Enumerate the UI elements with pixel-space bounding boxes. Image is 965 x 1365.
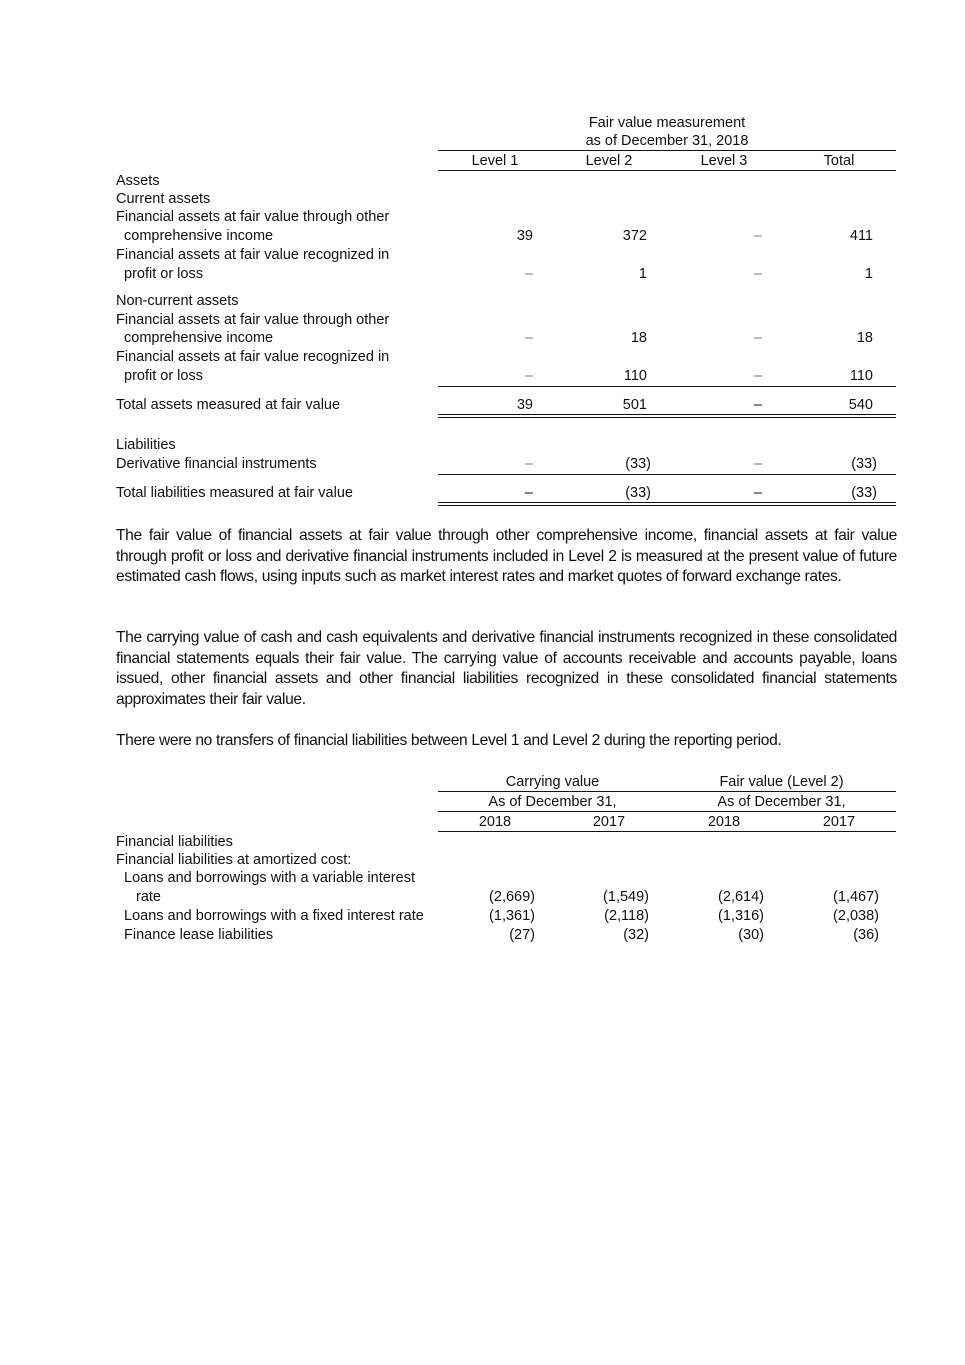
table-cell: (30)	[738, 927, 764, 943]
table-cell: –	[524, 485, 533, 501]
row-label: rate	[136, 889, 161, 905]
table-cell: 1	[638, 266, 647, 282]
paragraph-transfers: There were no transfers of financial liabilities between Level 1 and Level 2 during the reporting period.	[116, 732, 782, 749]
row-label-total-assets: Total assets measured at fair value	[116, 397, 341, 413]
table-cell: –	[753, 330, 762, 346]
paragraph-fair-value-method: The fair value of financial assets at fair value through other comprehensive income, financial assets at fair value through profit or loss and derivative financial instruments included in Level 2 is measured at the present value of future estimated cash flows, using inputs such as market interest rates and market quotes of forward exchange rates.	[116, 527, 897, 585]
row-label: profit or loss	[124, 266, 203, 282]
table-cell: –	[524, 330, 533, 346]
table-cell: –	[753, 266, 762, 282]
column-header-level-3: Level 3	[700, 153, 748, 169]
column-header-year: 2018	[478, 814, 512, 830]
table-cell: (2,614)	[718, 889, 764, 905]
row-label: Liabilities	[116, 437, 176, 453]
table-cell: 110	[623, 368, 647, 384]
table-header-subtitle: as of December 31, 2018	[585, 133, 749, 149]
row-label: Financial liabilities	[116, 834, 233, 850]
subheader-date: As of December 31,	[717, 794, 846, 810]
row-label: Loans and borrowings with a fixed interest rate	[124, 908, 424, 924]
row-label: Financial assets at fair value through other	[116, 312, 390, 328]
row-label: Financial assets at fair value through other	[116, 209, 390, 225]
row-label: Current assets	[116, 191, 211, 207]
row-label: profit or loss	[124, 368, 203, 384]
table-cell: 39	[516, 397, 533, 413]
row-label-total-liabilities: Total liabilities measured at fair value	[116, 485, 353, 501]
table-cell: (33)	[625, 485, 651, 501]
paragraph-carrying-value: The carrying value of cash and cash equivalents and derivative financial instruments recognized in these consolidated financial statements equals their fair value. The carrying value of accounts receivable and accounts payable, loans issued, other financial assets and other financial liabilities recognized in these consolidated financial statements approximates their fair value.	[116, 629, 897, 708]
subtotal-rule	[438, 386, 896, 387]
table-cell: 18	[630, 330, 647, 346]
row-label: Financial liabilities at amortized cost:	[116, 852, 352, 868]
table-cell: (36)	[853, 927, 879, 943]
row-label: comprehensive income	[124, 330, 274, 346]
column-header-rule	[438, 831, 896, 832]
table-cell: (27)	[509, 927, 535, 943]
table-cell: –	[524, 456, 533, 472]
table-cell: –	[524, 266, 533, 282]
group-header-carrying-value: Carrying value	[505, 774, 600, 790]
subtotal-rule	[438, 474, 896, 475]
column-header-level-1: Level 1	[471, 153, 519, 169]
column-header-rule	[438, 170, 896, 171]
row-label: Finance lease liabilities	[124, 927, 274, 943]
row-label: Derivative financial instruments	[116, 456, 317, 472]
table-cell: –	[524, 368, 533, 384]
table-cell: –	[753, 456, 762, 472]
total-double-rule	[438, 502, 896, 506]
total-double-rule	[438, 414, 896, 418]
table-cell: 1	[864, 266, 873, 282]
header-rule	[438, 150, 896, 151]
subheader-rule	[438, 811, 896, 812]
table-cell: 411	[849, 228, 873, 244]
table-cell: (33)	[851, 485, 877, 501]
row-label: Financial assets at fair value recognized in	[116, 247, 390, 263]
group-header-rule	[438, 791, 896, 792]
subheader-date: As of December 31,	[488, 794, 617, 810]
table-cell: (32)	[623, 927, 649, 943]
table-cell: 501	[622, 397, 647, 413]
table-cell: –	[753, 397, 762, 413]
table-cell: (2,669)	[489, 889, 535, 905]
table-cell: –	[753, 485, 762, 501]
row-label: Financial assets at fair value recognized in	[116, 349, 390, 365]
table-cell: (1,316)	[718, 908, 764, 924]
table-cell: –	[753, 368, 762, 384]
table-cell: (2,118)	[604, 908, 649, 924]
row-label: Assets	[116, 173, 160, 189]
table-header-title: Fair value measurement	[588, 115, 746, 131]
table-cell: (33)	[851, 456, 877, 472]
table-cell: 372	[622, 228, 647, 244]
row-label: Non-current assets	[116, 293, 239, 309]
table-cell: 110	[849, 368, 873, 384]
column-header-level-2: Level 2	[585, 153, 633, 169]
table-cell: (33)	[625, 456, 651, 472]
table-cell: 18	[856, 330, 873, 346]
column-header-year: 2018	[707, 814, 741, 830]
table-cell: (2,038)	[833, 908, 879, 924]
column-header-total: Total	[823, 153, 855, 169]
group-header-fair-value: Fair value (Level 2)	[719, 774, 844, 790]
table-cell: (1,361)	[489, 908, 535, 924]
table-cell: 540	[848, 397, 873, 413]
table-cell: (1,549)	[603, 889, 649, 905]
column-header-year: 2017	[822, 814, 856, 830]
column-header-year: 2017	[592, 814, 626, 830]
table-cell: –	[753, 228, 762, 244]
table-cell: 39	[516, 228, 533, 244]
row-label: Loans and borrowings with a variable interest	[124, 870, 415, 886]
table-cell: (1,467)	[833, 889, 879, 905]
row-label: comprehensive income	[124, 228, 274, 244]
